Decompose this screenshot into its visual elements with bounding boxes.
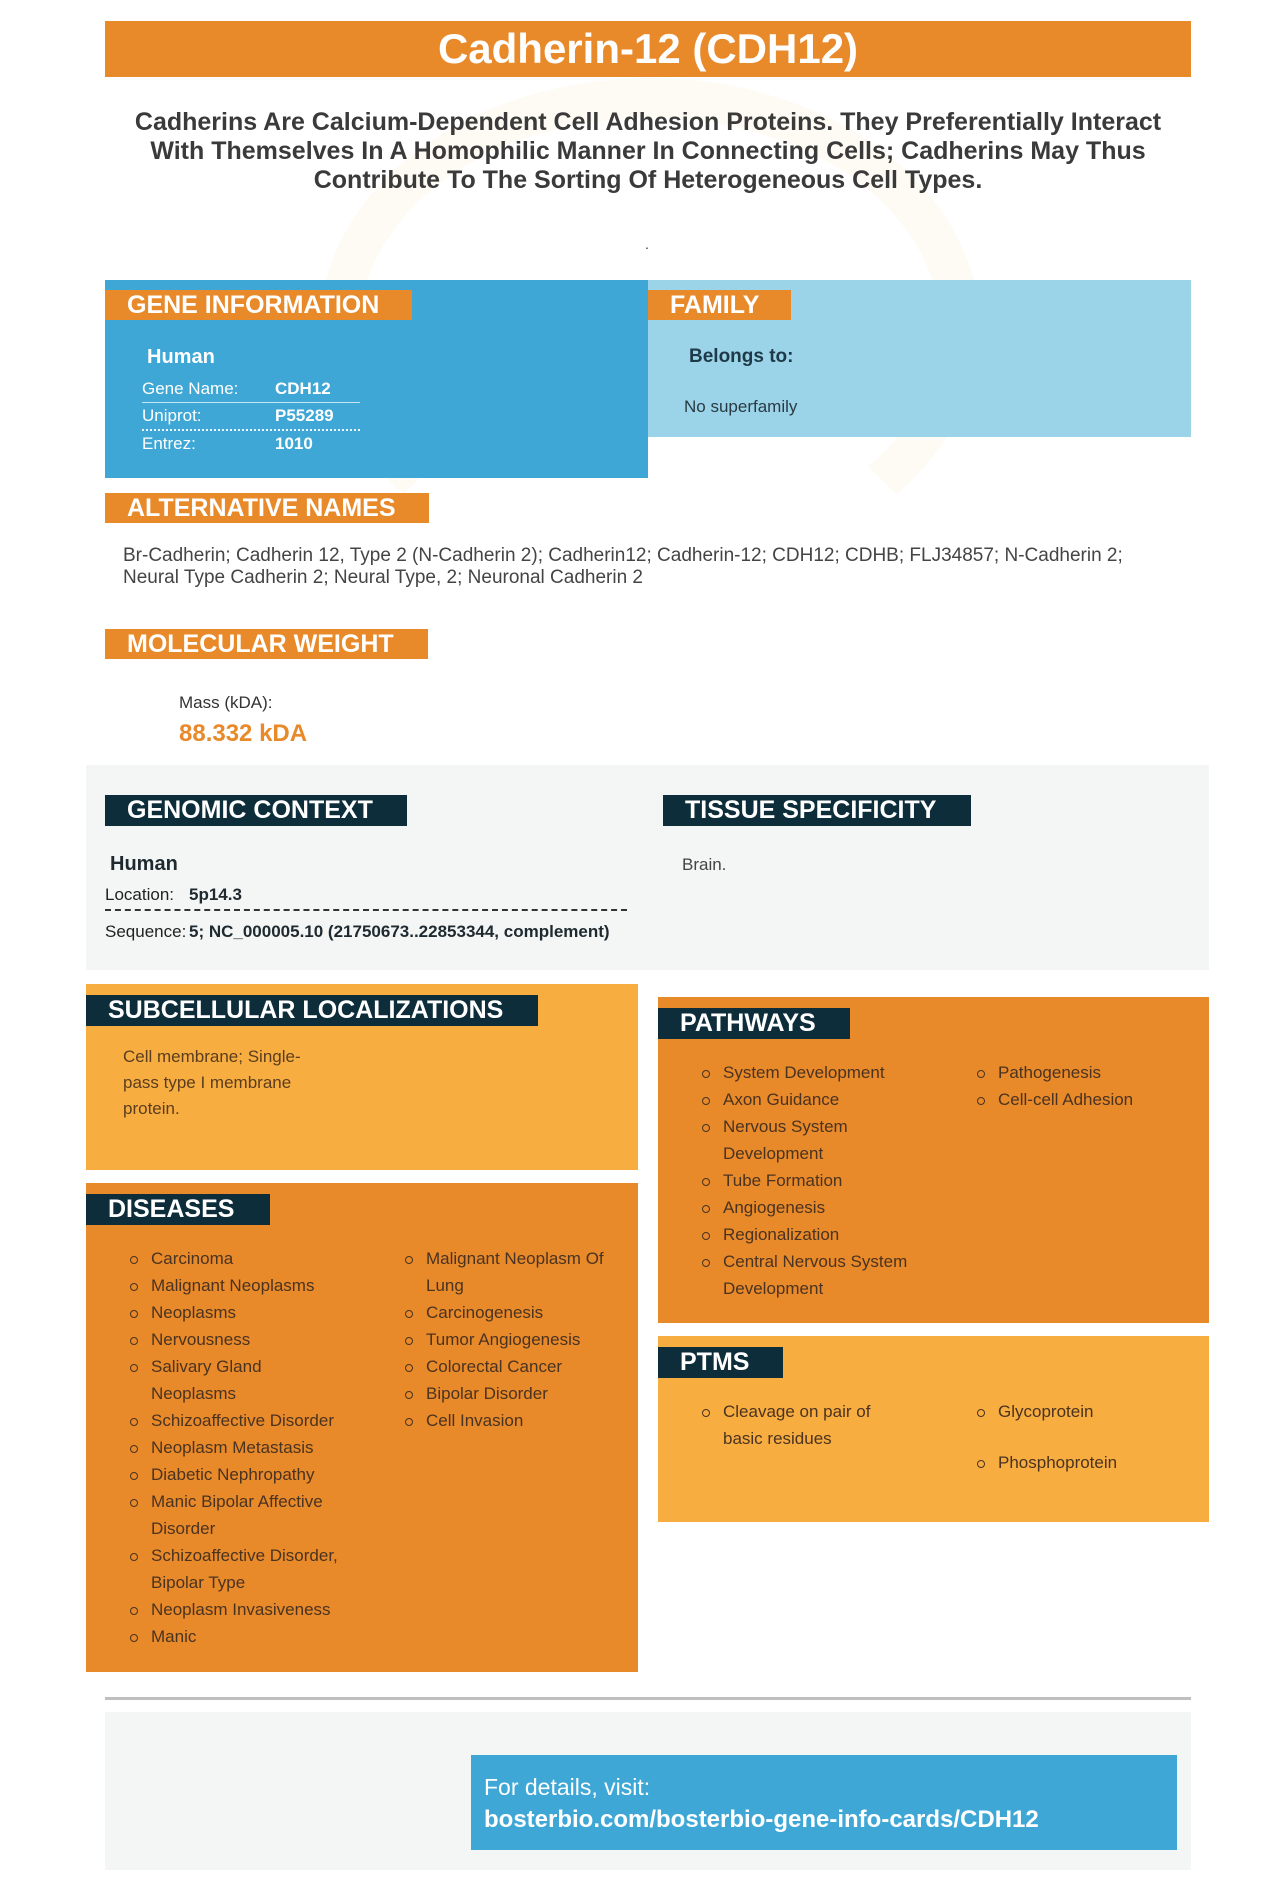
list-item: Nervousness (128, 1326, 368, 1353)
list-item: Phosphoprotein (975, 1449, 1175, 1476)
details-link-box[interactable] (471, 1755, 1177, 1850)
mass-value: 88.332 kDA (179, 720, 308, 747)
alternative-names-text: Br-Cadherin; Cadherin 12, Type 2 (N-Cadherin 2); Cadherin12; Cadherin-12; CDH12; CDHB; FLJ34857; N-Cadherin 2; Neural Type Cadherin 2; Neural Type, 2; Neuronal Cadherin 2 (123, 545, 1123, 588)
gene-species: Human (147, 346, 215, 368)
page-title: Cadherin-12 (CDH12) (105, 21, 1191, 77)
footer-divider (105, 1697, 1191, 1700)
family-value: No superfamily (684, 397, 798, 416)
sequence-label: Sequence: (105, 922, 187, 941)
details-url-link[interactable]: bosterbio.com/bosterbio-gene-info-cards/CDH12 (484, 1806, 1039, 1833)
entrez-label: Entrez: (142, 434, 196, 453)
subcellular-line: Cell membrane; Single- (123, 1047, 301, 1066)
uniprot-value: P55289 (275, 406, 334, 425)
gene-information-panel (105, 280, 648, 478)
list-item: Manic Bipolar Affective Disorder (128, 1488, 348, 1542)
list-item: Neoplasm Metastasis (128, 1434, 368, 1461)
uniprot-label: Uniprot: (142, 406, 202, 425)
protein-description: Cadherins Are Calcium-Dependent Cell Adhesion Proteins. They Preferentially Interact With Themselves In A Homophilic Manner In Connecting Cells; Cadherins May Thus Contribute To The Sorting Of Heterogeneous Cell Types. (134, 108, 1162, 194)
pathways-panel (658, 997, 1209, 1323)
list-item: Glycoprotein (975, 1398, 1175, 1425)
pathways-list-secondary (975, 1059, 1175, 1113)
sequence-value: 5; NC_000005.10 (21750673..22853344, complement) (189, 922, 610, 941)
list-item: Cell-cell Adhesion (975, 1086, 1175, 1113)
location-value: 5p14.3 (189, 885, 242, 904)
family-heading: FAMILY (648, 290, 791, 320)
list-item: System Development (700, 1059, 940, 1086)
divider (142, 429, 360, 431)
list-item: Angiogenesis (700, 1194, 940, 1221)
list-item: Manic (128, 1623, 368, 1650)
list-item: Pathogenesis (975, 1059, 1175, 1086)
list-item: Schizoaffective Disorder (128, 1407, 368, 1434)
subcellular-line: pass type I membrane (123, 1073, 292, 1092)
subcellular-text (123, 1044, 301, 1122)
list-item: Axon Guidance (700, 1086, 940, 1113)
list-item: Salivary Gland Neoplasms (128, 1353, 278, 1407)
list-item: Schizoaffective Disorder, Bipolar Type (128, 1542, 363, 1596)
list-item: Tumor Angiogenesis (403, 1326, 623, 1353)
list-item: Malignant Neoplasm Of Lung (403, 1245, 618, 1299)
subcellular-localizations-heading: SUBCELLULAR LOCALIZATIONS (86, 995, 538, 1026)
list-item: Nervous System Development (700, 1113, 860, 1167)
list-item: Cleavage on pair of basic residues (700, 1398, 890, 1452)
list-item: Diabetic Nephropathy (128, 1461, 368, 1488)
list-item: Neoplasms (128, 1299, 368, 1326)
diseases-heading: DISEASES (86, 1194, 270, 1225)
family-belongs-label: Belongs to: (689, 346, 794, 367)
tissue-specificity-heading: TISSUE SPECIFICITY (663, 795, 971, 826)
ptms-panel (658, 1336, 1209, 1522)
separator-dot: . (645, 236, 649, 252)
ptms-heading: PTMS (658, 1347, 783, 1378)
location-label: Location: (105, 885, 174, 904)
list-item: Malignant Neoplasms (128, 1272, 368, 1299)
genomic-context-panel (86, 765, 1209, 970)
details-label: For details, visit: (484, 1774, 651, 1800)
gene-name-value: CDH12 (275, 379, 331, 398)
subcellular-line: protein. (123, 1099, 180, 1118)
genomic-context-heading: GENOMIC CONTEXT (105, 795, 407, 826)
pathways-heading: PATHWAYS (658, 1008, 850, 1039)
list-item: Tube Formation (700, 1167, 940, 1194)
list-item: Bipolar Disorder (403, 1380, 623, 1407)
list-item: Carcinogenesis (403, 1299, 623, 1326)
molecular-weight-heading: MOLECULAR WEIGHT (105, 629, 428, 659)
diseases-list (128, 1245, 368, 1650)
divider (142, 402, 360, 403)
list-item: Colorectal Cancer (403, 1353, 623, 1380)
entrez-value: 1010 (275, 434, 313, 453)
ptms-list (700, 1398, 890, 1452)
genomic-species: Human (110, 853, 178, 875)
family-panel (648, 280, 1191, 437)
pathways-list (700, 1059, 940, 1302)
list-item: Regionalization (700, 1221, 940, 1248)
ptms-list-secondary (975, 1398, 1175, 1476)
list-item: Carcinoma (128, 1245, 368, 1272)
list-item: Central Nervous System Development (700, 1248, 930, 1302)
alternative-names-heading: ALTERNATIVE NAMES (105, 493, 429, 523)
gene-information-heading: GENE INFORMATION (105, 290, 412, 320)
divider (105, 909, 627, 911)
mass-label: Mass (kDA): (179, 693, 273, 712)
diseases-list-secondary (403, 1245, 623, 1434)
tissue-specificity-text: Brain. (682, 855, 727, 874)
list-item: Neoplasm Invasiveness (128, 1596, 368, 1623)
list-item: Cell Invasion (403, 1407, 623, 1434)
gene-name-label: Gene Name: (142, 379, 239, 398)
diseases-panel (86, 1183, 638, 1672)
subcellular-localizations-panel (86, 984, 638, 1170)
